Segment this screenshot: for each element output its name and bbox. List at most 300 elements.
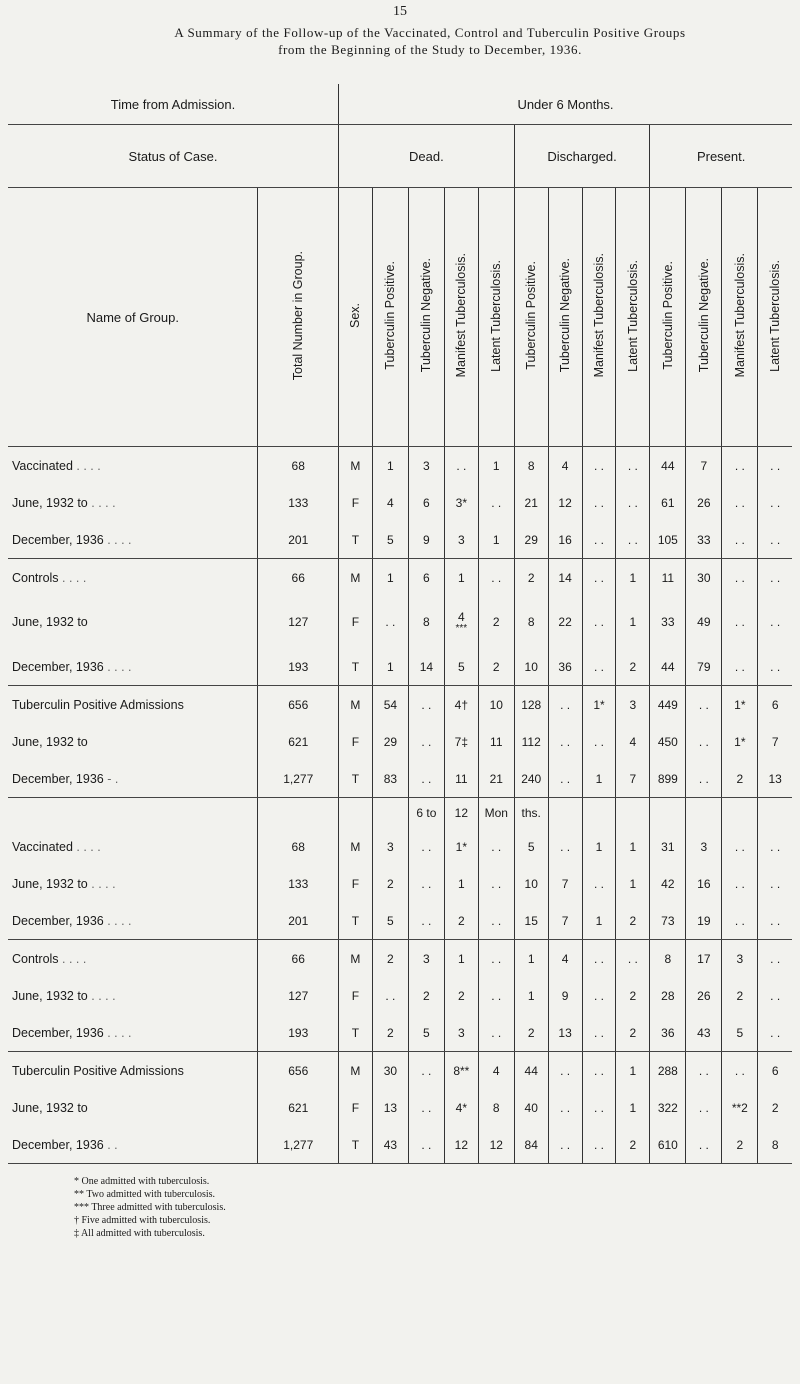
value-cell: 29 (514, 521, 548, 559)
value-cell: 2 (722, 760, 758, 798)
value-cell: . . (582, 1126, 616, 1164)
sex-cell: M (338, 828, 372, 865)
sex-cell: F (338, 977, 372, 1014)
value-cell: . . (758, 447, 792, 485)
footnote-mark: *** (455, 623, 468, 634)
footnote: ‡ All admitted with tuberculosis. (74, 1228, 205, 1239)
value-cell: . . (478, 484, 514, 521)
group-name: Controls (12, 570, 59, 585)
table-row (8, 828, 792, 865)
total-cell: 1,277 (258, 1126, 339, 1164)
leader-dots: - . (107, 771, 119, 786)
value-cell: 30 (686, 559, 722, 597)
value-cell: . . (582, 596, 616, 648)
group-name: December, 1936 (12, 913, 104, 928)
period-label-a: 6 to (408, 798, 444, 829)
value-cell: 2 (444, 977, 478, 1014)
value-cell: . . (722, 828, 758, 865)
value-cell: 2 (616, 1014, 650, 1052)
time-from-admission-header: Time from Admission. (8, 84, 338, 125)
value-cell: . . (722, 1052, 758, 1090)
value-cell: 43 (372, 1126, 408, 1164)
total-cell: 66 (258, 940, 339, 978)
value-cell: **2 (722, 1089, 758, 1126)
leader-dots: . . . . (76, 458, 101, 473)
value-cell: . . (408, 865, 444, 902)
value-cell: 10 (514, 865, 548, 902)
value-cell: 2 (478, 596, 514, 648)
value-cell: . . (408, 1089, 444, 1126)
value-cell: 2 (616, 977, 650, 1014)
value-cell: 4† (444, 686, 478, 724)
blank-cell (582, 798, 616, 829)
value-cell: . . (686, 1126, 722, 1164)
group-name: December, 1936 (12, 1137, 104, 1152)
summary-table (8, 84, 792, 1164)
value-cell: . . (478, 828, 514, 865)
leader-dots: . . . . (91, 876, 116, 891)
value-cell: 8 (408, 596, 444, 648)
value-cell: 1* (444, 828, 478, 865)
value-cell: 4* (444, 1089, 478, 1126)
total-cell: 127 (258, 596, 339, 648)
value-cell: . . (582, 447, 616, 485)
value-cell: . . (582, 977, 616, 1014)
value-cell: . . (582, 484, 616, 521)
value-cell: 12 (478, 1126, 514, 1164)
value-cell: 22 (548, 596, 582, 648)
value-cell: 2 (478, 648, 514, 686)
value-cell: . . (616, 521, 650, 559)
dead-tp-header: Tuberculin Positive. (372, 188, 408, 447)
group-name-cell (8, 940, 258, 978)
discharged-lt-header: Latent Tuberculosis. (616, 188, 650, 447)
value-cell: 1 (444, 865, 478, 902)
blank-cell (722, 798, 758, 829)
value-cell: 7‡ (444, 723, 478, 760)
value-cell: 7 (758, 723, 792, 760)
value-cell: 8 (478, 1089, 514, 1126)
sex-cell: M (338, 1052, 372, 1090)
value-cell: 14 (548, 559, 582, 597)
leader-dots: . . . . (91, 495, 116, 510)
value-cell: 112 (514, 723, 548, 760)
leader-dots: . . . . (62, 951, 87, 966)
footnote: † Five admitted with tuberculosis. (74, 1215, 211, 1226)
value-cell: 2 (372, 940, 408, 978)
value-cell: 2 (616, 648, 650, 686)
table-row (8, 902, 792, 940)
dead-tn-header: Tuberculin Negative. (408, 188, 444, 447)
table-row (8, 940, 792, 978)
name-of-group-header: Name of Group. (8, 188, 258, 447)
value-cell: 21 (478, 760, 514, 798)
value-cell: 26 (686, 977, 722, 1014)
value-cell: 13 (548, 1014, 582, 1052)
value-cell: 3 (722, 940, 758, 978)
value-cell: 105 (650, 521, 686, 559)
value-cell: 2 (444, 902, 478, 940)
table-row (8, 1052, 792, 1090)
value-cell: . . (548, 1126, 582, 1164)
leader-dots: . . . . (107, 913, 132, 928)
blank-cell (548, 798, 582, 829)
value-cell: 9 (548, 977, 582, 1014)
period-row (8, 798, 792, 829)
value-cell: . . (408, 1126, 444, 1164)
table-row (8, 723, 792, 760)
table-row (8, 686, 792, 724)
table-row (8, 977, 792, 1014)
group-name: Tuberculin Positive Admissions (12, 697, 184, 712)
value-cell: 1 (616, 1052, 650, 1090)
sex-cell: F (338, 1089, 372, 1126)
sex-cell: T (338, 648, 372, 686)
value-cell: 2 (514, 1014, 548, 1052)
value-cell: . . (582, 723, 616, 760)
value-cell: . . (722, 559, 758, 597)
leader-dots: . . . . (107, 1025, 132, 1040)
sex-cell: F (338, 596, 372, 648)
dead-lt-header: Latent Tuberculosis. (478, 188, 514, 447)
value-cell: 1* (722, 723, 758, 760)
value-cell: 1 (616, 865, 650, 902)
leader-dots: . . . . (107, 532, 132, 547)
value-cell: 16 (686, 865, 722, 902)
value-cell: 6 (758, 1052, 792, 1090)
leader-dots: . . . . (76, 839, 101, 854)
group-name: December, 1936 (12, 771, 104, 786)
value-cell: . . (686, 1052, 722, 1090)
value-cell: 1 (582, 902, 616, 940)
value-cell: 5 (372, 521, 408, 559)
value-cell: . . (758, 1014, 792, 1052)
table-row (8, 559, 792, 597)
value-cell: 1 (514, 977, 548, 1014)
present-tn-header: Tuberculin Negative. (686, 188, 722, 447)
value-cell: . . (758, 559, 792, 597)
value-cell: 6 (758, 686, 792, 724)
value-cell: 42 (650, 865, 686, 902)
discharged-header: Discharged. (514, 125, 650, 188)
value-cell: 288 (650, 1052, 686, 1090)
value-cell: . . (616, 940, 650, 978)
value-cell: 36 (548, 648, 582, 686)
value-cell: 12 (444, 1126, 478, 1164)
blank-cell (650, 798, 686, 829)
table-row (8, 484, 792, 521)
value-cell: 11 (650, 559, 686, 597)
value-cell: 3 (372, 828, 408, 865)
blank-cell (8, 798, 258, 829)
value-cell: 33 (686, 521, 722, 559)
value-cell: 5 (372, 902, 408, 940)
blank-cell (372, 798, 408, 829)
sex-cell: M (338, 447, 372, 485)
value-cell: . . (582, 521, 616, 559)
dead-header: Dead. (338, 125, 514, 188)
value-cell: 1* (582, 686, 616, 724)
value-cell: 33 (650, 596, 686, 648)
value-cell: 49 (686, 596, 722, 648)
value-cell: 36 (650, 1014, 686, 1052)
value-cell: . . (758, 596, 792, 648)
value-cell: 10 (514, 648, 548, 686)
period-label-b: 12 (444, 798, 478, 829)
total-cell: 193 (258, 648, 339, 686)
blank-cell (758, 798, 792, 829)
sex-cell: M (338, 940, 372, 978)
group-name-cell (8, 648, 258, 686)
value-cell: 1 (372, 648, 408, 686)
value-cell: 1 (478, 447, 514, 485)
total-cell: 127 (258, 977, 339, 1014)
period-label-c: Mon (478, 798, 514, 829)
value-cell: . . (408, 686, 444, 724)
value-cell: 8 (758, 1126, 792, 1164)
blank-cell (616, 798, 650, 829)
value-cell: . . (686, 760, 722, 798)
value-cell: 2 (616, 1126, 650, 1164)
blank-cell (258, 798, 339, 829)
value-cell: . . (582, 1089, 616, 1126)
value-cell: 322 (650, 1089, 686, 1126)
value-cell: 610 (650, 1126, 686, 1164)
group-name: June, 1932 to (12, 988, 88, 1003)
discharged-mt-header: Manifest Tuberculosis. (582, 188, 616, 447)
value-cell: . . (686, 686, 722, 724)
value-cell: 5 (408, 1014, 444, 1052)
sex-cell: T (338, 521, 372, 559)
total-cell: 133 (258, 865, 339, 902)
present-lt-header: Latent Tuberculosis. (758, 188, 792, 447)
value-cell: . . (408, 723, 444, 760)
value-cell: 13 (758, 760, 792, 798)
discharged-tp-header: Tuberculin Positive. (514, 188, 548, 447)
value-cell: 1 (478, 521, 514, 559)
value-cell: . . (548, 1089, 582, 1126)
value-cell: 449 (650, 686, 686, 724)
value-cell: 54 (372, 686, 408, 724)
table-row (8, 1014, 792, 1052)
value-cell: . . (582, 559, 616, 597)
value-cell: 1 (616, 596, 650, 648)
value-cell: . . (548, 723, 582, 760)
value-cell: 31 (650, 828, 686, 865)
value-cell: . . (758, 940, 792, 978)
value-cell: . . (722, 902, 758, 940)
value-cell: 1* (722, 686, 758, 724)
value-cell: 44 (514, 1052, 548, 1090)
total-cell: 621 (258, 1089, 339, 1126)
sex-cell: F (338, 723, 372, 760)
group-name-cell (8, 1126, 258, 1164)
value-cell: . . (758, 828, 792, 865)
value-cell: 14 (408, 648, 444, 686)
table-row (8, 521, 792, 559)
value-cell: 2 (722, 1126, 758, 1164)
group-name-cell (8, 760, 258, 798)
present-header: Present. (650, 125, 792, 188)
value-cell: 3 (686, 828, 722, 865)
group-name-cell (8, 865, 258, 902)
value-cell: 1 (444, 559, 478, 597)
group-name-cell (8, 686, 258, 724)
value-cell: 1 (514, 940, 548, 978)
value-cell: 7 (548, 865, 582, 902)
value-cell: 44 (650, 648, 686, 686)
value-cell: 4 (548, 940, 582, 978)
footnote: ** Two admitted with tuberculosis. (74, 1189, 216, 1200)
value-cell: 3 (444, 521, 478, 559)
value-cell: 8 (514, 596, 548, 648)
period-label-d: ths. (514, 798, 548, 829)
group-name: June, 1932 to (12, 876, 88, 891)
value-cell: 4 (616, 723, 650, 760)
value-cell: . . (548, 1052, 582, 1090)
value-cell: 84 (514, 1126, 548, 1164)
value-cell: . . (758, 521, 792, 559)
group-name-cell (8, 902, 258, 940)
value-cell: 30 (372, 1052, 408, 1090)
total-cell: 193 (258, 1014, 339, 1052)
value-cell: 2 (372, 865, 408, 902)
value-cell: 2 (616, 902, 650, 940)
group-name-cell (8, 484, 258, 521)
total-cell: 656 (258, 686, 339, 724)
value-cell: . . (408, 902, 444, 940)
value-cell: 15 (514, 902, 548, 940)
group-name: June, 1932 to (12, 734, 88, 749)
value-cell: 3 (408, 447, 444, 485)
sex-cell: T (338, 1014, 372, 1052)
value-cell: . . (408, 760, 444, 798)
value-cell: 43 (686, 1014, 722, 1052)
value-cell: 7 (686, 447, 722, 485)
group-name: June, 1932 to (12, 495, 88, 510)
table-row (8, 1089, 792, 1126)
value-cell: 1 (372, 447, 408, 485)
value-cell: 13 (372, 1089, 408, 1126)
value-cell: 4 (478, 1052, 514, 1090)
value-cell: . . (686, 723, 722, 760)
value-cell: . . (616, 484, 650, 521)
total-cell: 68 (258, 447, 339, 485)
value-cell: 7 (616, 760, 650, 798)
total-number-header: Total Number in Group. (258, 188, 339, 447)
value-cell: 1 (582, 760, 616, 798)
sex-cell: F (338, 484, 372, 521)
value-cell: 4 (372, 484, 408, 521)
value-cell: 10 (478, 686, 514, 724)
value-cell: 9 (408, 521, 444, 559)
value-cell: 1 (582, 828, 616, 865)
group-name-cell (8, 447, 258, 485)
value-cell: 2 (514, 559, 548, 597)
table-title (60, 24, 800, 58)
value-cell: 16 (548, 521, 582, 559)
group-name: December, 1936 (12, 659, 104, 674)
value-cell: . . (478, 1014, 514, 1052)
title-line-1: A Summary of the Follow-up of the Vaccinated, Control and Tuberculin Positive Groups (174, 25, 686, 40)
total-cell: 621 (258, 723, 339, 760)
value-cell: . . (722, 648, 758, 686)
group-name-cell (8, 828, 258, 865)
value-cell: . . (722, 484, 758, 521)
group-name-cell (8, 1089, 258, 1126)
value-cell: 29 (372, 723, 408, 760)
value-cell: 19 (686, 902, 722, 940)
group-name: June, 1932 to (12, 615, 88, 629)
sex-cell: M (338, 559, 372, 597)
value-cell: 1 (444, 940, 478, 978)
group-name-cell (8, 559, 258, 597)
value-cell: 3 (408, 940, 444, 978)
value-cell: . . (478, 865, 514, 902)
value-cell: 11 (444, 760, 478, 798)
value-cell: . . (478, 940, 514, 978)
value-cell: . . (582, 940, 616, 978)
table-row (8, 447, 792, 485)
value-cell: 61 (650, 484, 686, 521)
period-header: Under 6 Months. (338, 84, 792, 125)
status-of-case-header: Status of Case. (8, 125, 338, 188)
value-cell: . . (444, 447, 478, 485)
value-cell: 899 (650, 760, 686, 798)
group-name-cell (8, 521, 258, 559)
footnote: * One admitted with tuberculosis. (74, 1176, 210, 1187)
group-name: December, 1936 (12, 532, 104, 547)
table-row (8, 760, 792, 798)
present-mt-header: Manifest Tuberculosis. (722, 188, 758, 447)
value-cell: . . (616, 447, 650, 485)
value-cell: 5 (514, 828, 548, 865)
value-cell: 3 (444, 1014, 478, 1052)
value-cell: . . (758, 484, 792, 521)
value-cell: 5 (722, 1014, 758, 1052)
value-cell: . . (582, 865, 616, 902)
value-cell: . . (582, 648, 616, 686)
present-tp-header: Tuberculin Positive. (650, 188, 686, 447)
value-cell: 1 (616, 1089, 650, 1126)
value-cell: 21 (514, 484, 548, 521)
value-cell: . . (582, 1052, 616, 1090)
table-row (8, 1126, 792, 1164)
total-cell: 201 (258, 521, 339, 559)
value-cell: 1 (372, 559, 408, 597)
value-cell: 44 (650, 447, 686, 485)
value-cell: . . (372, 596, 408, 648)
value-cell: . . (722, 865, 758, 902)
group-name: Vaccinated (12, 839, 73, 854)
value-cell: . . (478, 977, 514, 1014)
group-name: Tuberculin Positive Admissions (12, 1063, 184, 1078)
total-cell: 133 (258, 484, 339, 521)
leader-dots: . . . . (62, 570, 87, 585)
table-row (8, 596, 792, 648)
value-cell: 83 (372, 760, 408, 798)
total-cell: 68 (258, 828, 339, 865)
table-row (8, 865, 792, 902)
sex-cell: M (338, 686, 372, 724)
sex-cell: T (338, 1126, 372, 1164)
group-name-cell (8, 977, 258, 1014)
value-cell: 6 (408, 484, 444, 521)
dead-mt-header: Manifest Tuberculosis. (444, 188, 478, 447)
value-cell: . . (372, 977, 408, 1014)
value-cell: . . (478, 902, 514, 940)
value-cell: 2 (722, 977, 758, 1014)
